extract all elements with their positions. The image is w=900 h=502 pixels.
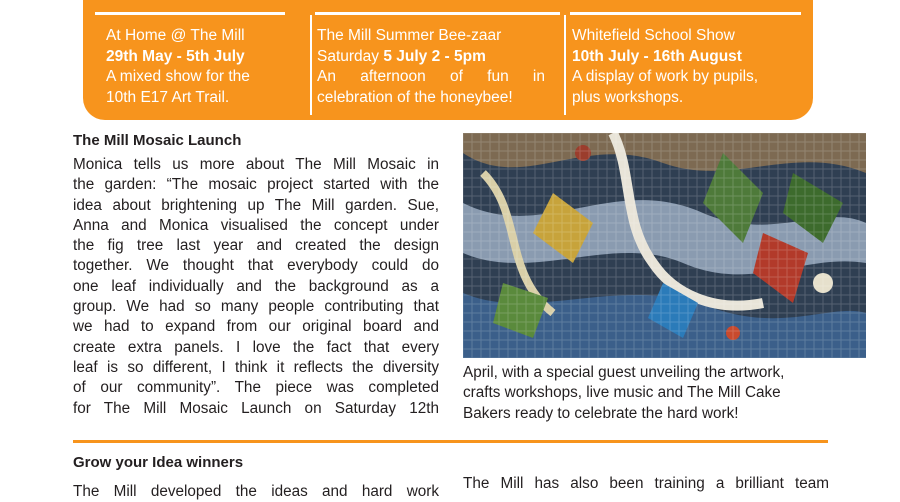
event-title: The Mill Summer Bee-zaar	[317, 27, 502, 44]
body-line: The Mill has also been training a brilliant team	[463, 475, 829, 492]
article-heading-grow: Grow your Idea winners	[73, 454, 244, 471]
body-line: the garden: “The mosaic project started with the	[73, 176, 439, 194]
article-heading-mosaic: The Mill Mosaic Launch	[73, 132, 242, 149]
article-body-grow-right	[463, 474, 829, 494]
caption-line: April, with a special guest unveiling the artwork,	[463, 364, 785, 381]
event-date: 10th July - 16th August	[572, 47, 742, 65]
event-title: At Home @ The Mill	[106, 27, 245, 44]
body-line: of our community”. The piece was completed	[73, 379, 439, 397]
diary-divider	[564, 15, 566, 115]
body-line: Anna and Monica visualised the concept under	[73, 216, 439, 234]
diary-divider	[310, 15, 312, 115]
diary-underline	[315, 12, 560, 15]
body-line: create extra panels. I love the fact that every	[73, 338, 439, 356]
event-date-line	[317, 47, 545, 68]
event-date-prefix: Saturday	[317, 47, 380, 65]
body-line: idea about brightening up The Mill garden. Sue,	[73, 196, 439, 214]
section-divider	[73, 440, 828, 443]
event-description: A mixed show for the	[106, 68, 250, 85]
photo-caption	[463, 363, 784, 424]
body-line: the fig tree last year and created the design	[73, 237, 439, 255]
body-line: one leaf individually and the background as a	[73, 277, 439, 295]
caption-line: Bakers ready to celebrate the hard work!	[463, 404, 739, 422]
diary-underline	[570, 12, 801, 15]
diary-event	[317, 26, 545, 108]
diary-banner	[83, 0, 813, 120]
event-description: celebration of the honeybee!	[317, 88, 513, 106]
event-description: 10th E17 Art Trail.	[106, 88, 230, 106]
caption-line: crafts workshops, live music and The Mill Cake	[463, 384, 781, 402]
event-title: Whitefield School Show	[572, 27, 735, 44]
article-body-grow	[73, 482, 439, 502]
body-line: Monica tells us more about The Mill Mosaic in	[73, 156, 439, 173]
body-line: The Mill developed the ideas and hard work	[73, 483, 439, 500]
event-date: 29th May - 5th July	[106, 47, 245, 65]
body-line: we had to expand from our original board and	[73, 318, 439, 336]
body-line: group. We had so many people contributing that	[73, 298, 439, 316]
body-line: for The Mill Mosaic Launch on Saturday 12th	[73, 399, 439, 417]
mosaic-image	[463, 133, 866, 358]
article-body-mosaic	[73, 155, 439, 419]
event-description: An afternoon of fun in	[317, 68, 545, 85]
mosaic-photo	[463, 133, 866, 358]
diary-underline	[95, 12, 285, 15]
event-description: A display of work by pupils,	[572, 68, 759, 85]
diary-event	[106, 26, 301, 108]
body-line: together. We thought that everybody could do	[73, 257, 439, 275]
event-date: 5 July 2 - 5pm	[383, 47, 486, 65]
diary-event	[572, 26, 797, 108]
body-line: leaf is so different, I think it reflects the diversity	[73, 358, 439, 376]
event-description: plus workshops.	[572, 88, 684, 106]
